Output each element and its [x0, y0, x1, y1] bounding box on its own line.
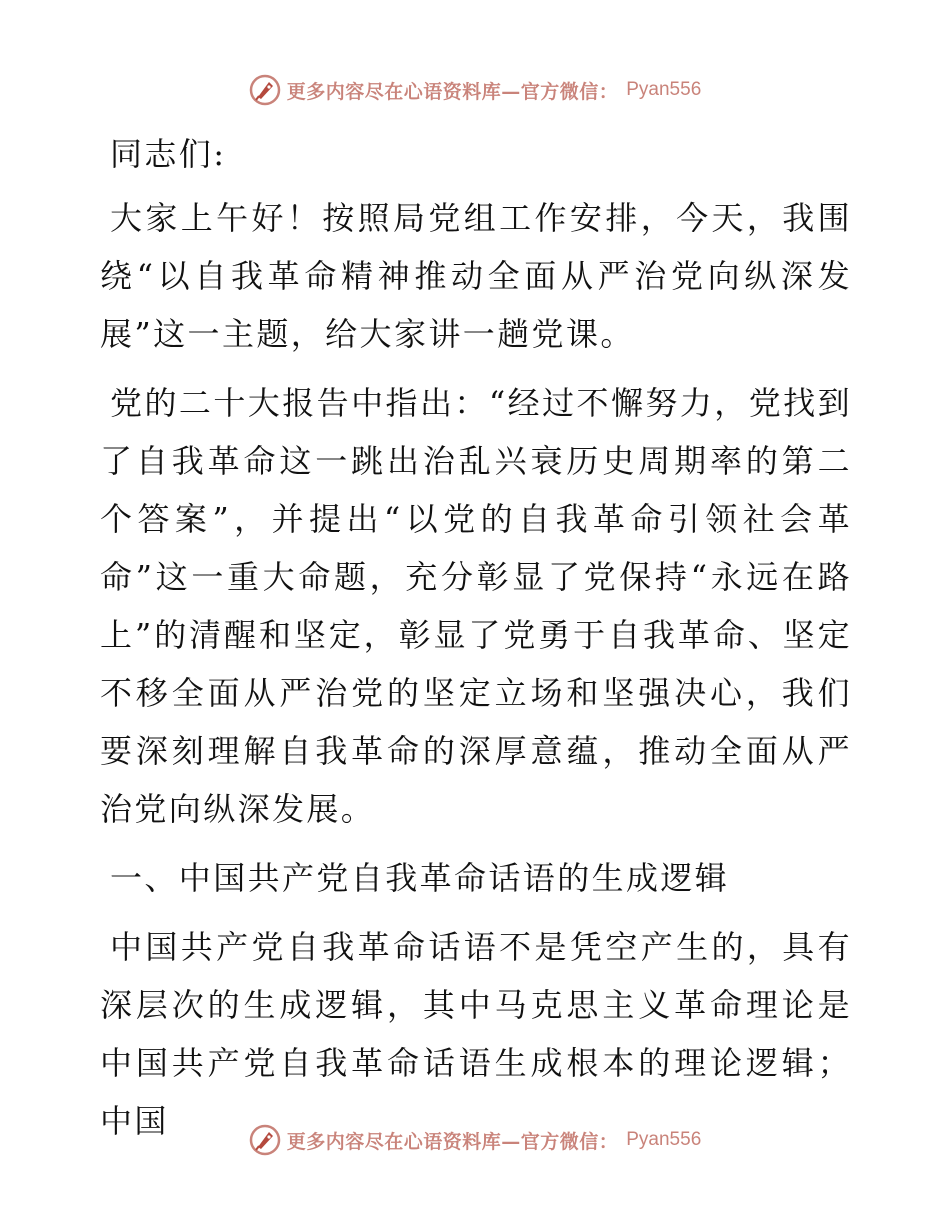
paragraph-report: 党的二十大报告中指出：“经过不懈努力，党找到了自我革命这一跳出治乱兴衰历史周期率的第二个答案”，并提出“以党的自我革命引领社会革命”这一重大命题，充分彰显了党保持“永远在路上”的清醒和坚定，彰显了党勇于自我革命、坚定不移全面从严治党的坚定立场和坚强决心，我们要深刻理解自我革命的深厚意蕴，推动全面从严治党向纵深发展。 [100, 384, 852, 828]
greeting: 同志们: [110, 135, 227, 173]
paragraph-intro: 大家上午好！按照局党组工作安排，今天，我围绕“以自我革命精神推动全面从严治党向纵深发展”这一主题，给大家讲一趟党课。 [100, 199, 852, 353]
watermark-id: Pyan556 [626, 1129, 702, 1150]
watermark-text: 更多内容尽在心语资料库—官方微信： [286, 1130, 619, 1153]
watermark-text: 更多内容尽在心语资料库—官方微信： [286, 80, 619, 103]
paragraph-logic: 中国共产党自我革命话语不是凭空产生的，具有深层次的生成逻辑，其中马克思主义革命理论是中国共产党自我革命话语生成根本的理论逻辑；中国 [100, 928, 852, 1140]
watermark-id: Pyan556 [626, 79, 702, 100]
watermark-header [0, 74, 950, 106]
pen-nib-logo-icon [249, 74, 281, 106]
pen-nib-logo-icon [249, 1124, 281, 1156]
section-heading: 一、中国共产党自我革命话语的生成逻辑 [110, 859, 730, 897]
watermark-footer [0, 1124, 950, 1156]
document-body [100, 125, 852, 1161]
